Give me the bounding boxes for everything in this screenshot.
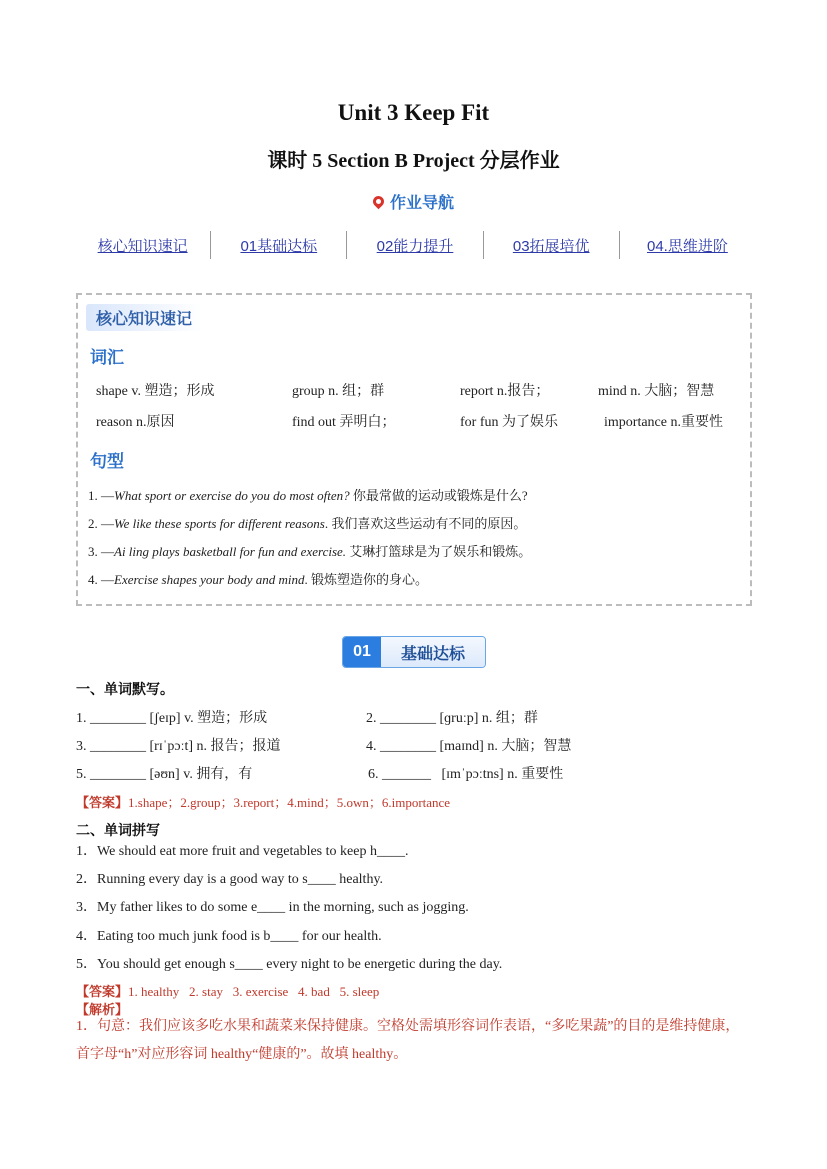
- vocab-item: shape v. 塑造；形成: [96, 384, 215, 399]
- analysis-text: 1．句意：我们应该多吃水果和蔬菜来保持健康。空格处需填形容词作表语，“多吃果蔬”的目的是维持健康，首字母“h”对应形容词 healthy“健康的”。故填 healthy。: [76, 1019, 740, 1062]
- nav-heading: [0, 190, 827, 213]
- sentence-chinese: 你最常做的运动或锻炼是什么?: [349, 488, 528, 503]
- question-item: 4．Eating too much junk food is b____ for our health.: [76, 929, 382, 944]
- question-item: 3．My father likes to do some e____ in the morning, such as jogging.: [76, 900, 469, 915]
- location-pin-icon: [371, 194, 387, 210]
- vocab-item: find out 弄明白；: [292, 415, 396, 430]
- sentence-item: [88, 485, 528, 504]
- sentence-number: 2. —: [88, 516, 114, 531]
- answer-text: 1. healthy 2. stay 3. exercise 4. bad 5. sleep: [128, 984, 380, 999]
- nav-link-03[interactable]: 03拓展培优: [512, 237, 590, 255]
- sentence-item: [88, 513, 526, 532]
- question-item: 1．We should eat more fruit and vegetables to keep h____.: [76, 844, 409, 859]
- vocab-item: mind n. 大脑；智慧: [598, 384, 715, 399]
- page-subtitle: 课时 5 Section B Project 分层作业: [267, 150, 560, 172]
- vocab-item: reason n.原因: [96, 415, 175, 430]
- sentence-chinese: . 锻炼塑造你的身心。: [304, 572, 429, 587]
- sentence-english: Exercise shapes your body and mind: [114, 572, 305, 587]
- sentence-chinese: 艾琳打篮球是为了娱乐和锻炼。: [346, 544, 532, 559]
- question-item: 5. ________ [əʊn] v. 拥有，有: [76, 767, 253, 782]
- homework-nav: [75, 230, 755, 260]
- nav-link-core[interactable]: 核心知识速记: [97, 237, 188, 255]
- answer-line: [76, 981, 379, 1000]
- question-item: 1. ________ [ʃeɪp] v. 塑造；形成: [76, 711, 268, 726]
- core-knowledge-title: 核心知识速记: [86, 304, 202, 331]
- nav-link-04[interactable]: 04.思维进阶: [646, 237, 728, 255]
- answer-label: 【答案】: [76, 795, 129, 810]
- sentence-heading: 句型: [90, 452, 124, 471]
- vocab-item: report n.报告；: [460, 384, 550, 399]
- question-item: 2．Running every day is a good way to s____ healthy.: [76, 872, 384, 887]
- sentence-chinese: . 我们喜欢这些运动有不同的原因。: [324, 516, 527, 531]
- sentence-item: [88, 569, 428, 588]
- vocab-item: group n. 组；群: [292, 384, 385, 399]
- badge-number: 01: [343, 637, 381, 667]
- part1-heading: 一、单词默写。: [76, 681, 174, 697]
- question-item: 4. ________ [maɪnd] n. 大脑；智慧: [366, 739, 572, 754]
- question-item: 5．You should get enough s____ every night to be energetic during the day.: [76, 957, 503, 972]
- answer-line: [76, 792, 450, 811]
- nav-link-01[interactable]: 01基础达标: [240, 237, 318, 255]
- question-item: 6. _______ [ɪmˈpɔːtns] n. 重要性: [368, 767, 564, 782]
- part2-heading: 二、单词拼写: [76, 822, 160, 838]
- question-item: 3. ________ [rɪˈpɔːt] n. 报告；报道: [76, 739, 281, 754]
- question-item: 2. ________ [ɡruːp] n. 组；群: [366, 711, 538, 726]
- analysis-label-text: 【解析】: [76, 1002, 129, 1017]
- sentence-english: Ai ling plays basketball for fun and exercise.: [114, 544, 347, 559]
- sentence-english: What sport or exercise do you do most often?: [114, 488, 350, 503]
- vocab-item: importance n.重要性: [604, 415, 723, 430]
- sentence-item: [88, 541, 531, 560]
- page-title: Unit 3 Keep Fit: [337, 100, 490, 125]
- sentence-english: We like these sports for different reasons: [114, 516, 325, 531]
- vocab-heading: 词汇: [90, 348, 124, 367]
- badge-label: 基础达标: [381, 637, 485, 667]
- sentence-number: 4. —: [88, 572, 114, 587]
- section-01-badge: [342, 636, 486, 668]
- nav-heading-label: 作业导航: [389, 195, 454, 212]
- answer-text: 1.shape；2.group；3.report；4.mind；5.own；6.importance: [128, 795, 451, 810]
- sentence-number: 1. —: [88, 488, 114, 503]
- nav-link-02[interactable]: 02能力提升: [376, 237, 454, 255]
- vocab-item: for fun 为了娱乐: [460, 415, 558, 430]
- answer-label: 【答案】: [76, 984, 129, 999]
- sentence-number: 3. —: [88, 544, 114, 559]
